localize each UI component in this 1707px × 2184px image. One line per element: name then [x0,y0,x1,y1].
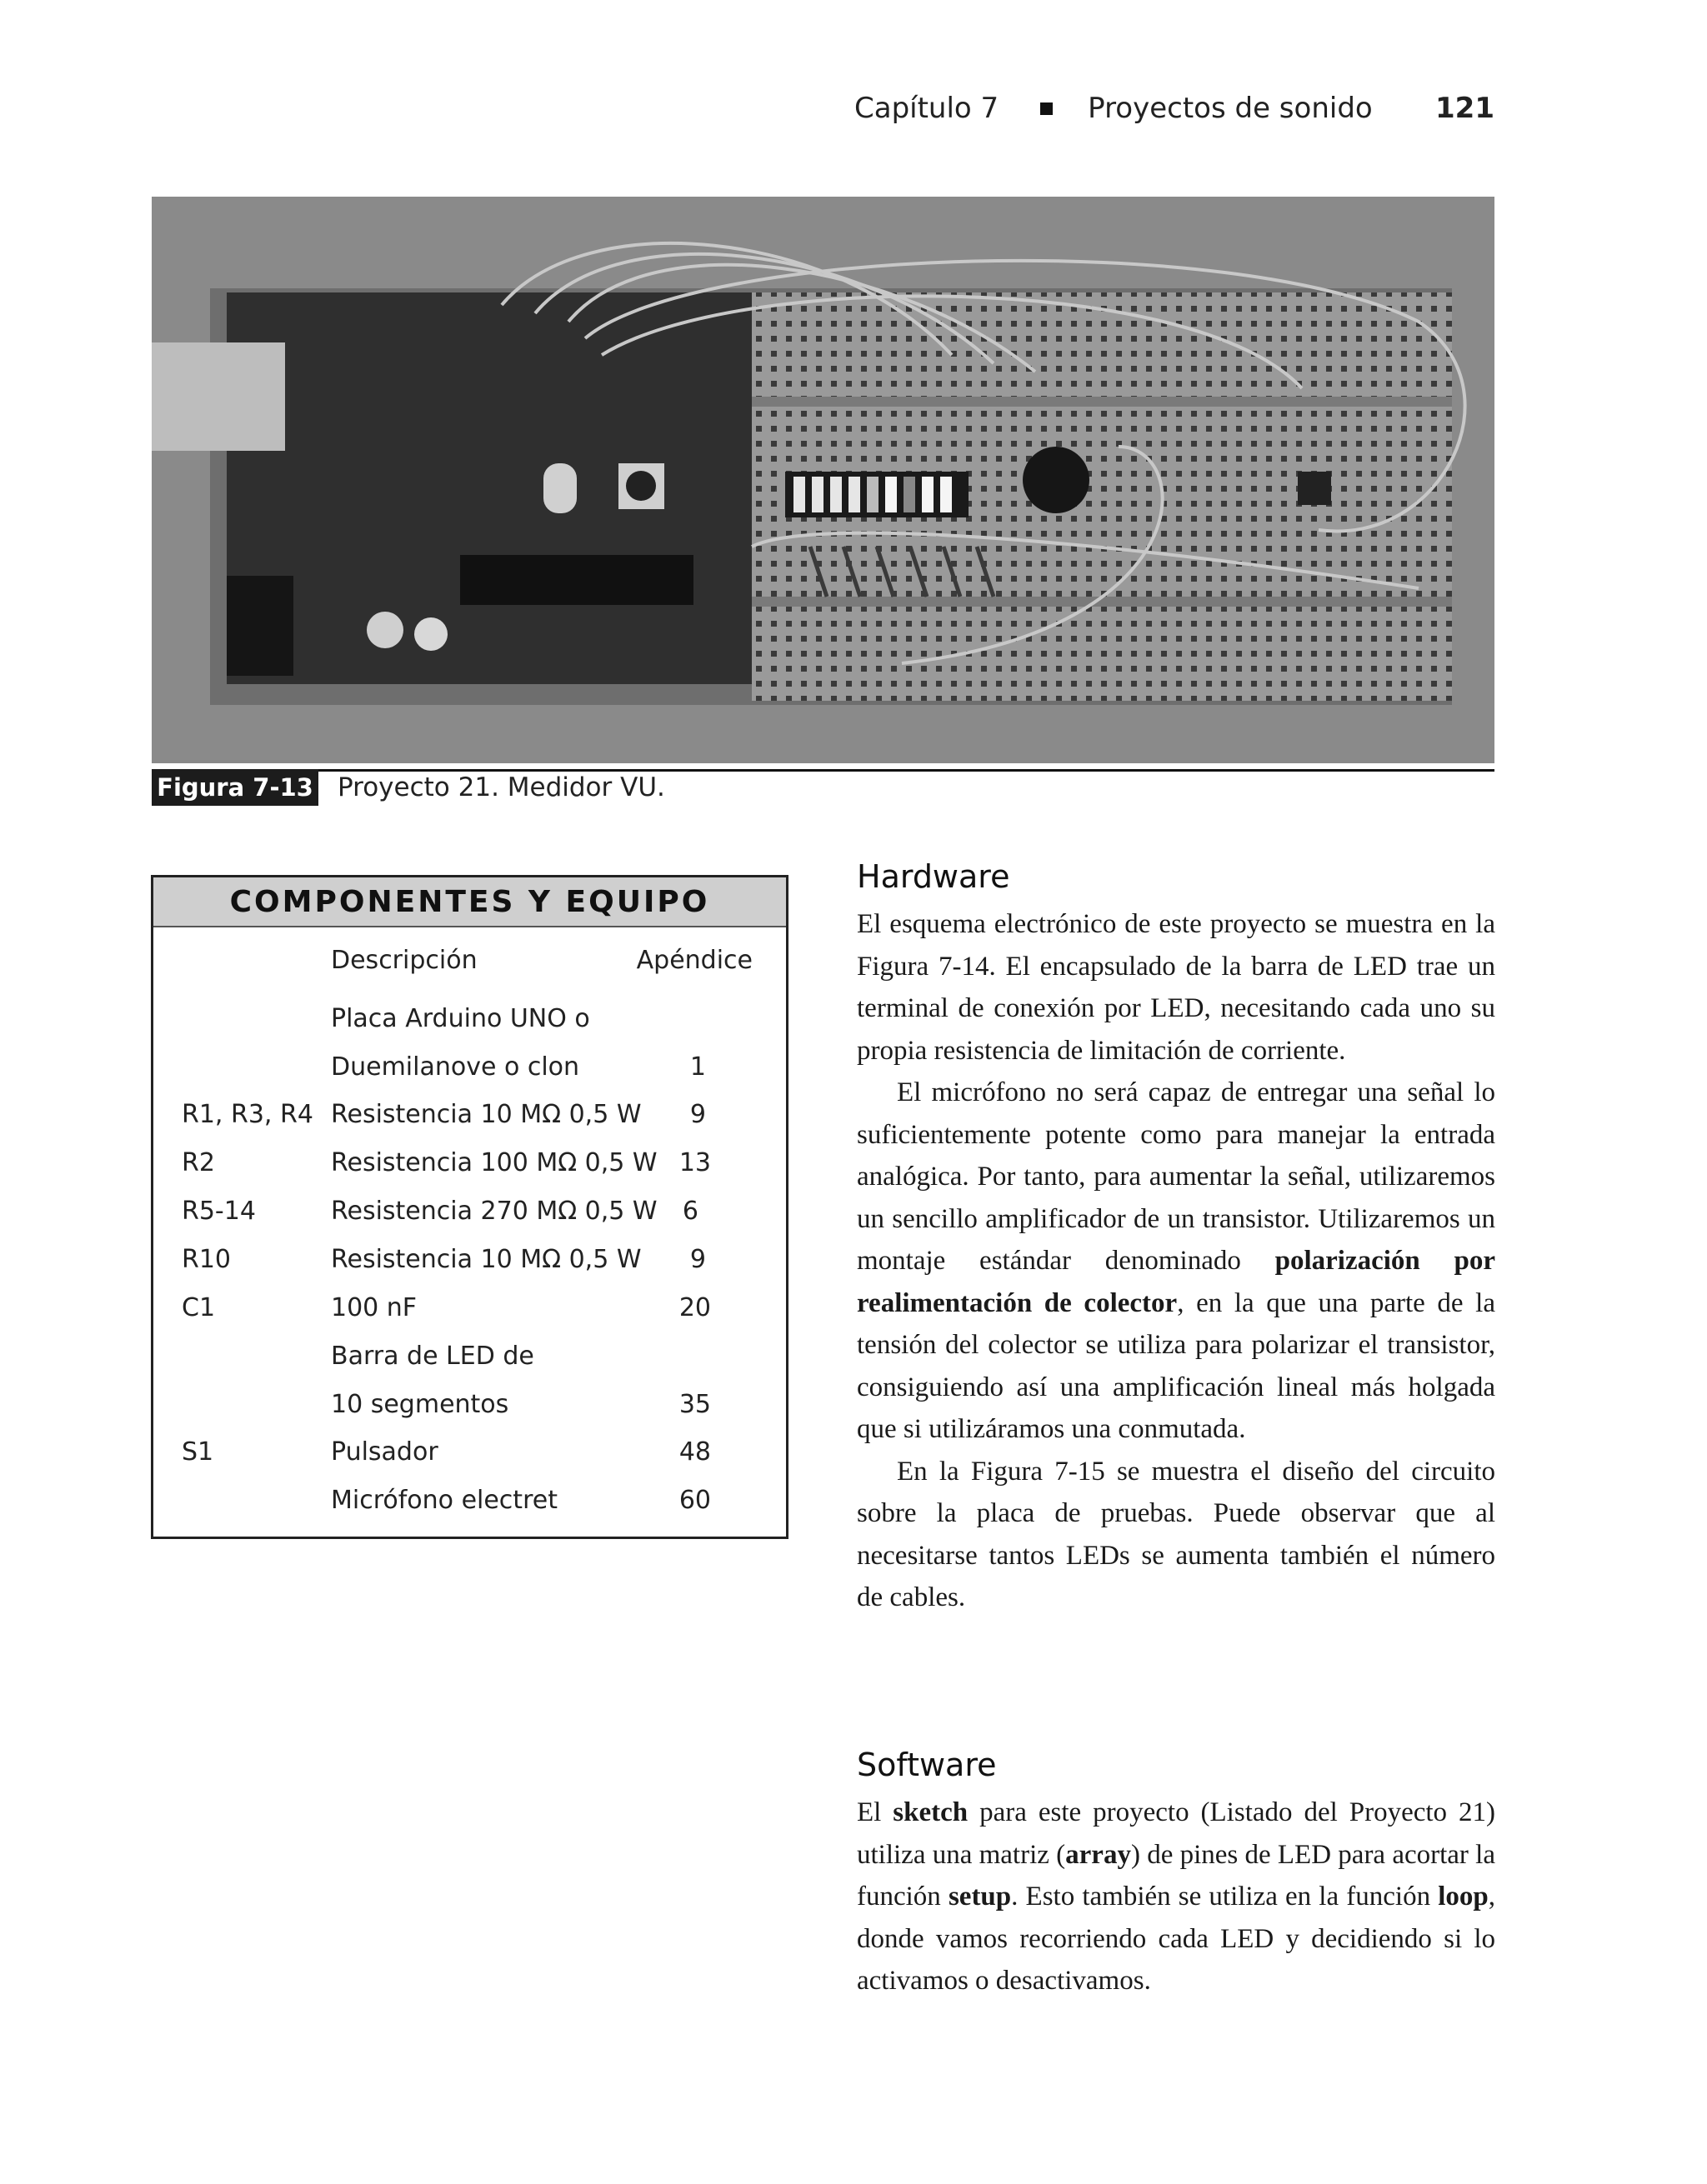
hardware-paragraph-3: En la Figura 7-15 se muestra el diseño del circuito sobre la placa de pruebas. Puede observar que al necesitarse tantos LEDs se aumenta también el número de cables. [857,1456,1495,1612]
row-appendix: 9 [689,1245,706,1274]
page-number: 121 [1435,92,1494,125]
row-ref: R2 [182,1148,215,1177]
row-appendix: 60 [678,1486,711,1515]
hardware-paragraph-1: El esquema electrónico de este proyecto se muestra en la Figura 7-14. El encapsulado de la barra de LED trae un terminal de conexión por LED, necesitando cada uno su propia resistencia de limitación de corriente. [857,909,1495,1066]
software-body [857,1792,1495,2002]
figure-photo [152,197,1494,763]
section-label: Proyectos de sonido [1088,92,1373,125]
running-header [854,87,1494,129]
row-appendix: 35 [678,1390,711,1419]
header-appendix: Apéndice [636,946,753,975]
software-text-3: ) de pines de LED para acortar la función [857,1839,1495,1912]
hardware-heading: Hardware [857,858,1010,895]
caption-rule [152,769,1494,772]
row-description: Micrófono electret [331,1486,558,1515]
row-appendix: 20 [678,1293,711,1322]
hardware-p2-text-b: , en la que una parte de la tensión del colector se utiliza para polarizar el transistor, consiguiendo así una amplificación lineal más holgada que si utilizáramos una conmutada. [857,1287,1495,1444]
software-bold-1: sketch [893,1797,969,1827]
row-ref: C1 [182,1293,216,1322]
components-title: COMPONENTES Y EQUIPO [153,877,786,927]
hardware-p2-bold: polarización por realimentación de colector [857,1246,1496,1318]
row-ref: R1, R3, R4 [182,1100,313,1129]
software-text-5: , donde vamos recorriendo cada LED y decidiendo si lo activamos o desactivamos. [857,1882,1495,1996]
row-ref: R10 [182,1245,232,1274]
software-bold-3: setup [948,1882,1012,1912]
row-description: Resistencia 270 MΩ 0,5 W [331,1197,658,1226]
row-ref: R5-14 [182,1197,256,1226]
row-ref: S1 [182,1437,214,1467]
row-appendix: 48 [678,1437,711,1467]
figure-label: Figura 7-13 [152,769,318,806]
figure-caption: Proyecto 21. Medidor VU. [338,772,665,802]
row-description: Pulsador [331,1437,438,1467]
row-appendix: 13 [678,1148,711,1177]
software-heading: Software [857,1747,997,1783]
hardware-paragraph-2 [857,1072,1495,1451]
row-appendix: 6 [682,1197,698,1226]
software-text-1: El [857,1797,894,1827]
row-appendix: 1 [689,1052,706,1082]
row-description: Resistencia 10 MΩ 0,5 W [331,1100,642,1129]
separator-square-icon [1040,102,1053,115]
software-paragraph [857,1792,1495,2002]
row-description: Resistencia 10 MΩ 0,5 W [331,1245,642,1274]
header-description: Descripción [331,946,478,975]
row-description: 100 nF [331,1293,418,1322]
row-description: Barra de LED de [331,1342,534,1371]
hardware-p2-text-a: El micrófono no será capaz de entregar una señal lo suficientemente potente como para manejar la entrada analógica. Por tanto, para aumentar la señal, utilizaremos un sencillo amplificador de un transistor. Utilizaremos un montaje estándar denominado [857,1077,1495,1276]
components-table [151,875,788,1539]
row-description: 10 segmentos [331,1390,509,1419]
row-description: Duemilanove o clon [331,1052,580,1082]
software-bold-4: loop [1438,1882,1489,1912]
hardware-body [857,903,1495,1619]
row-appendix: 9 [689,1100,706,1129]
chapter-label: Capítulo 7 [854,92,999,125]
software-bold-2: array [1065,1839,1131,1870]
row-description: Resistencia 100 MΩ 0,5 W [331,1148,658,1177]
row-description: Placa Arduino UNO o [331,1004,590,1033]
software-text-4: . Esto también se utiliza en la función [1011,1882,1439,1912]
software-text-2: para este proyecto (Listado del Proyecto 21) utiliza una matriz ( [857,1797,1496,1870]
